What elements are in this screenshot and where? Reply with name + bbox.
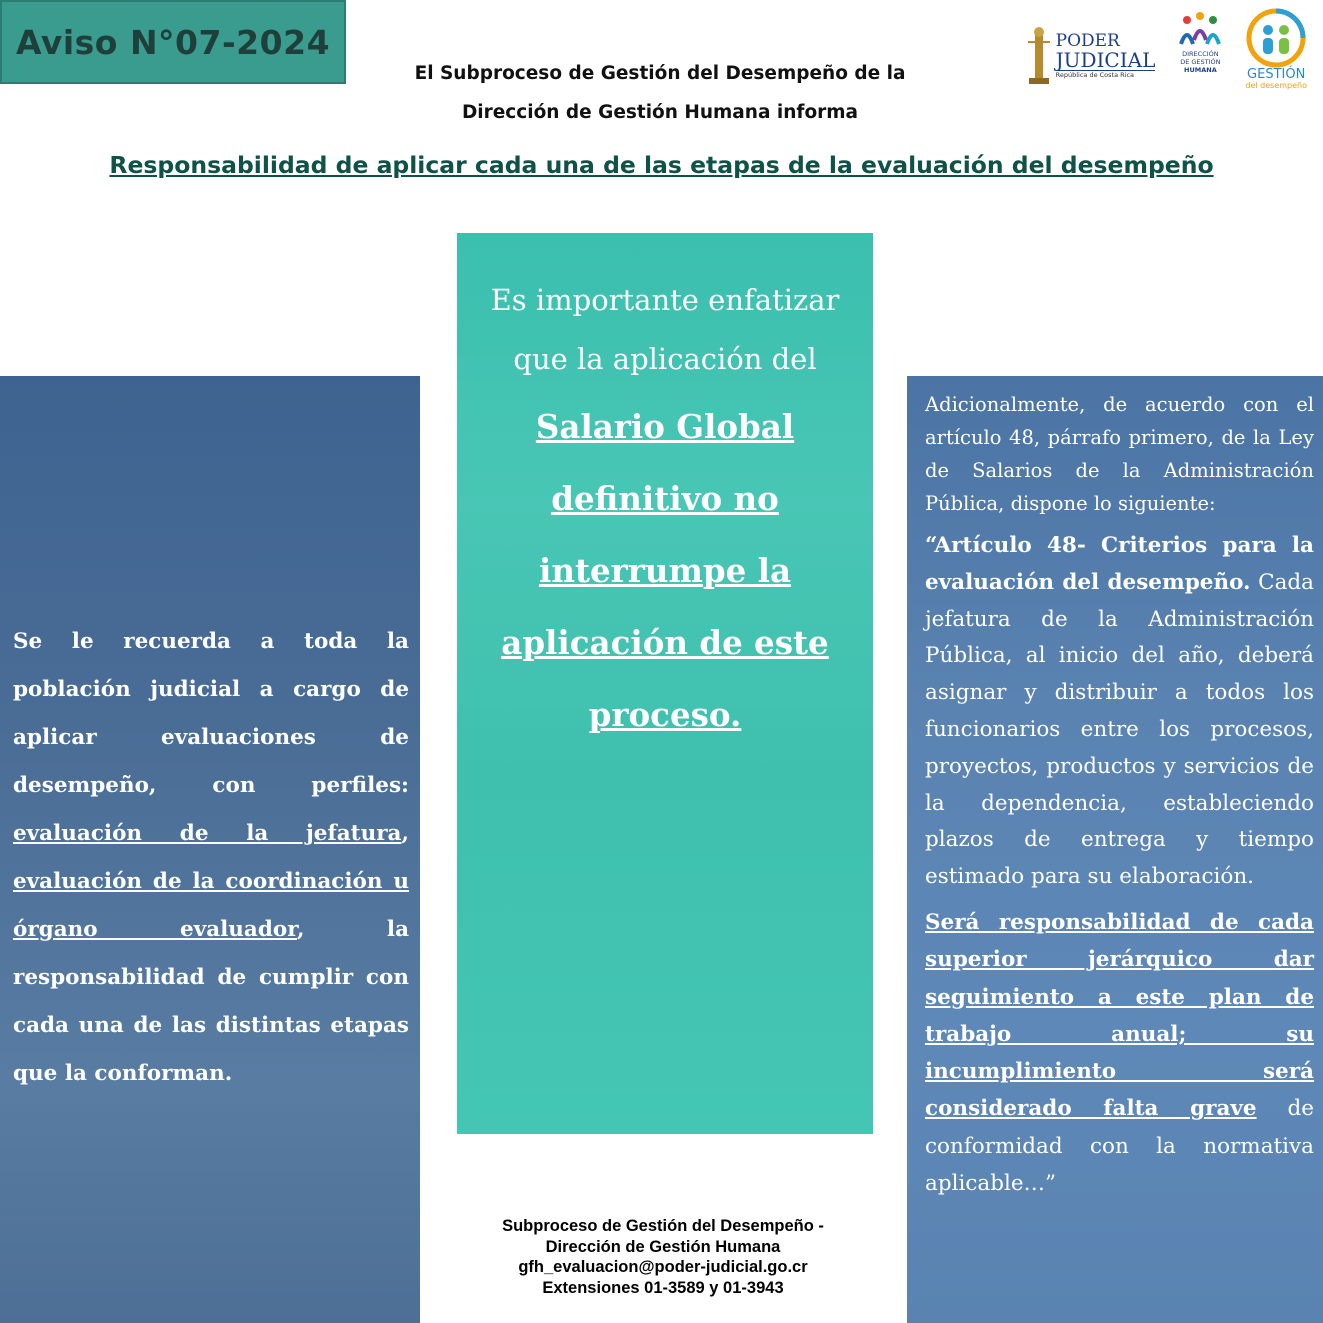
de-gestion-label: DE GESTIÓN (1180, 58, 1221, 66)
poder-judicial-logo (1026, 26, 1156, 86)
footer-line-2: Dirección de Gestión Humana (545, 1237, 781, 1256)
desempeno-label: del desempeño (1245, 81, 1307, 90)
logo-group (1026, 6, 1307, 96)
left-reminder-panel (0, 376, 420, 1323)
article-intro: Adicionalmente, de acuerdo con el artículo 48, párrafo primero, de la Ley de Salarios de la Administración Pública, dispone lo siguiente: (925, 393, 1314, 515)
notice-badge (0, 0, 346, 84)
article-48-title: “Artículo 48- Criterios para la evaluación del desempeño. (925, 533, 1314, 595)
reminder-part-1: Se le recuerda a toda la población judicial a cargo de aplicar evaluaciones de desempeño, con perfiles: (13, 629, 409, 798)
poder-label: PODER (1055, 31, 1120, 51)
center-emphasis-line-5: proceso. (588, 695, 742, 734)
footer-line-1: Subproceso de Gestión del Desempeño - (502, 1217, 824, 1235)
direccion-logo (1175, 10, 1225, 74)
article-text (925, 388, 1314, 1202)
center-emphasis-line-3: interrumpe la (538, 551, 792, 590)
footer-email: gfh_evaluacion@poder-judicial.go.cr (518, 1258, 808, 1276)
header-line-1: El Subproceso de Gestión del Desempeño de la (414, 63, 906, 84)
republica-label: República de Costa Rica (1055, 71, 1135, 79)
gestion-circle-icon (1246, 8, 1306, 68)
justice-statue-icon (1026, 26, 1052, 86)
center-intro-line-2: que la aplicación del (513, 342, 817, 376)
center-emphasis (457, 391, 873, 751)
reminder-part-3: , la responsabilidad de cumplir con cada una de las distintas etapas que la conforman. (13, 917, 409, 1086)
contact-footer (456, 1216, 870, 1298)
responsibility-paragraph (925, 904, 1314, 1202)
center-emphasis-line-2: definitivo no (551, 479, 779, 518)
notice-number: Aviso N°07-2024 (15, 22, 331, 62)
profile-coordinacion: evaluación de la coordinación u órgano evaluador (13, 869, 409, 942)
gestion-desempeno-logo (1245, 8, 1307, 90)
center-intro (457, 271, 873, 389)
page-subtitle: Responsabilidad de aplicar cada una de las etapas de la evaluación del desempeño (109, 151, 1214, 179)
responsibility-emphasis: Será responsabilidad de cada superior jerárquico dar seguimiento a este plan de trabajo anual; su incumplimiento será considerado falta grave (925, 909, 1314, 1122)
center-emphasis-line-1: Salario Global (535, 407, 795, 446)
header-line-2: Dirección de Gestión Humana informa (461, 102, 859, 123)
center-highlight-panel (457, 233, 873, 1134)
humana-label: HUMANA (1184, 66, 1217, 74)
footer-extensions: Extensiones 01-3589 y 01-3943 (542, 1278, 784, 1297)
profile-jefatura: evaluación de la jefatura (13, 821, 402, 846)
reminder-text (13, 618, 409, 1098)
center-intro-line-1: Es importante enfatizar (490, 283, 840, 317)
reminder-part-2: , (401, 821, 409, 846)
direccion-label: DIRECCIÓN (1182, 50, 1219, 58)
gestion-label: GESTIÓN (1247, 67, 1306, 82)
right-article-panel (907, 376, 1323, 1323)
people-swirl-icon (1175, 10, 1225, 50)
center-emphasis-line-4: aplicación de este (501, 623, 829, 662)
responsibility-end: de conformidad con la normativa aplicable…” (925, 1096, 1314, 1197)
article-48-paragraph (925, 528, 1314, 896)
judicial-label: JUDICIAL (1055, 48, 1156, 72)
article-48-body: Cada jefatura de la Administración Pública, al inicio del año, deberá asignar y distribuir a todos los funcionarios entre los procesos, proyectos, productos y servicios de la dependencia, estableciendo plazos de entrega y tiempo estimado para su elaboración. (925, 569, 1315, 890)
